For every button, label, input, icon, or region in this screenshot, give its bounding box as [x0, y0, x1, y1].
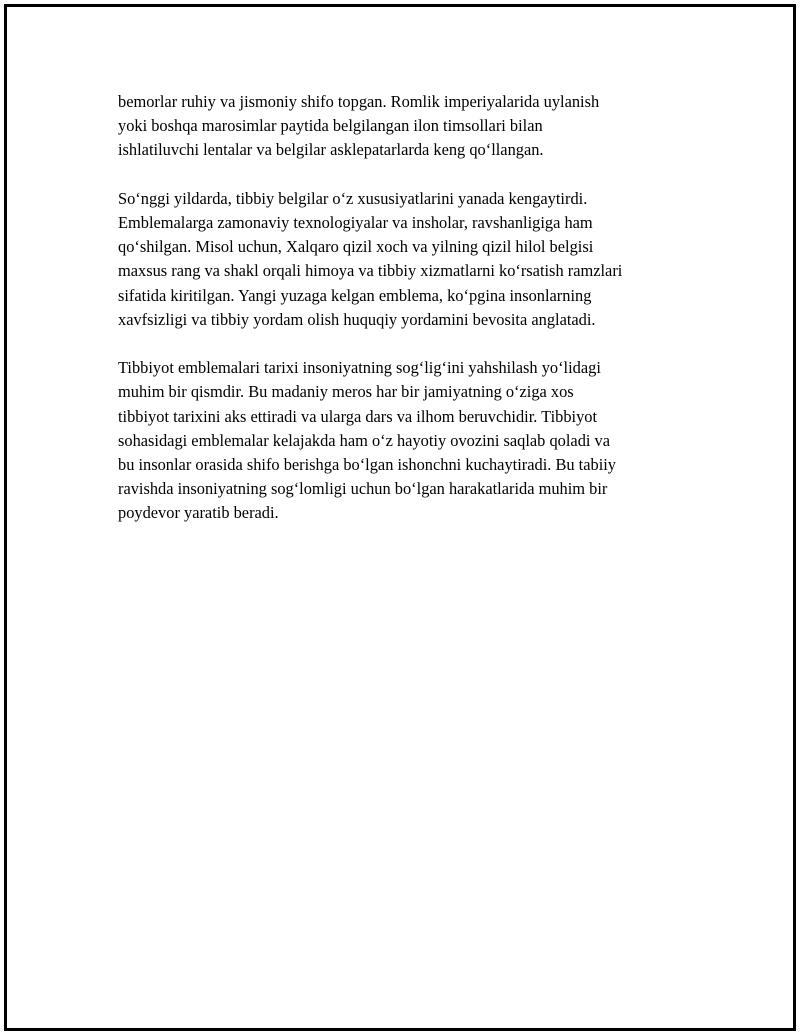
paragraph-3: Tibbiyot emblemalari tarixi insoniyatning sog‘lig‘ini yahshilash yo‘lidagi muhim bir qismdir. Bu madaniy meros har bir jamiyatning o‘ziga xos tibbiyot tarixini aks ettiradi va ularga dars va ilhom beruvchidir. Tibbiyot sohasidagi emblemalar kelajakda ham o‘z hayotiy ovozini saqlab qoladi va bu insonlar orasida shifo berishga bo‘lgan ishonchni kuchaytiradi. Bu tabiiy ravishda insoniyatning sog‘lomligi uchun bo‘lgan harakatlarida muhim bir poydevor yaratib beradi.: [118, 358, 616, 523]
paragraph-1: bemorlar ruhiy va jismoniy shifo topgan. Romlik imperiyalarida uylanish yoki boshqa marosimlar paytida belgilangan ilon timsollari bilan ishlatiluvchi lentalar va belgilar asklepatarlarda keng qo‘llangan.: [118, 92, 600, 160]
paragraph-2: So‘nggi yildarda, tibbiy belgilar o‘z xususiyatlarini yanada kengaytirdi. Emblemalarga zamonaviy texnologiyalar va insholar, ravshanligiga ham qo‘shilgan. Misol uchun, Xalqaro qizil xoch va yilning qizil hilol belgisi maxsus rang va shakl orqali himoya va tibbiy xizmatlarni ko‘rsatish ramzlari sifatida kiritilgan. Yangi yuzaga kelgan emblema, ko‘pgina insonlarning xavfsizligi va tibbiy yordam olish huquqiy yordamini bevosita anglatadi.: [118, 188, 623, 329]
document-body: [118, 90, 698, 550]
